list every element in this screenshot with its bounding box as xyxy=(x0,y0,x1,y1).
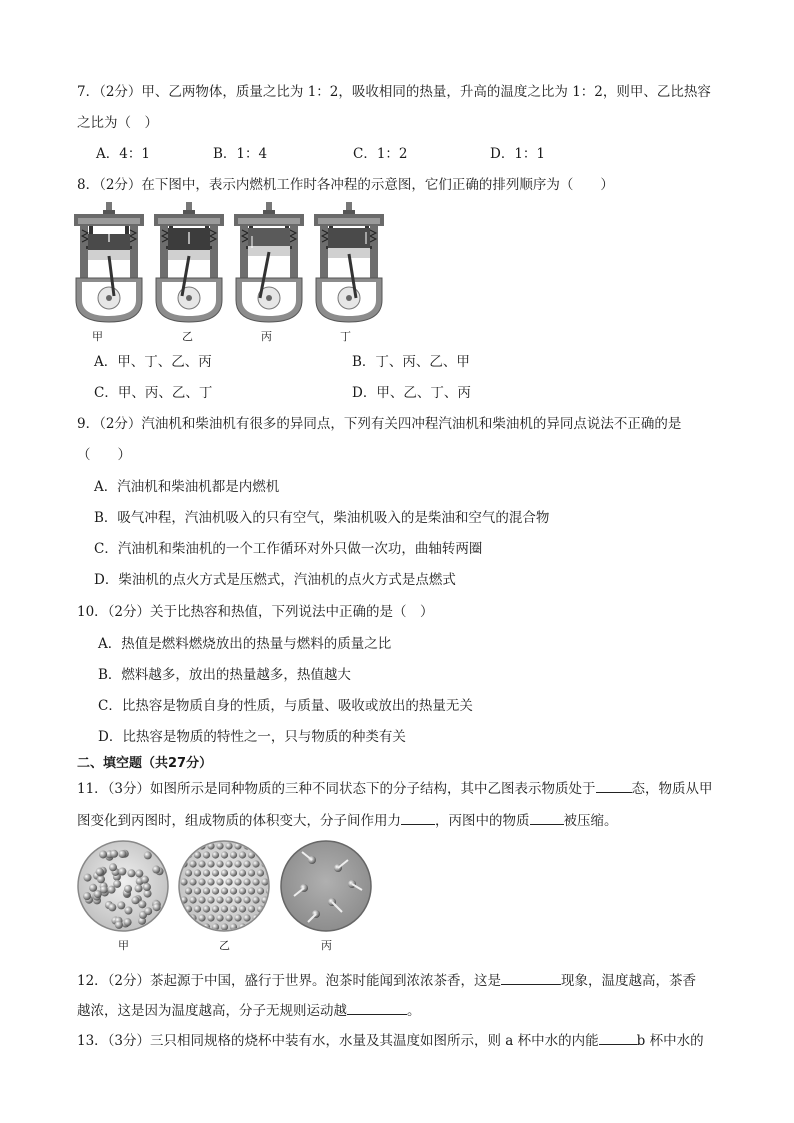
solid-molecule xyxy=(248,923,255,930)
solid-molecule xyxy=(225,860,232,867)
q12-line1-part-b: 现象，温度越高，茶香 xyxy=(561,973,697,989)
liquid-molecule xyxy=(83,892,91,900)
q9-option-a[interactable]: A．汽油机和柴油机都是内燃机 xyxy=(94,479,280,495)
solid-molecule xyxy=(212,869,219,876)
q10-option-a[interactable]: A．热值是燃料燃烧放出的热量与燃料的质量之比 xyxy=(98,636,392,652)
solid-molecule xyxy=(185,887,192,894)
q8-stem: 8．（2分）在下图中，表示内燃机工作时各冲程的示意图，它们正确的排列顺序为（ ） xyxy=(77,177,614,193)
q12-line2-part-b: 。 xyxy=(407,1003,421,1019)
solid-molecule xyxy=(207,878,214,885)
solid-molecule xyxy=(257,923,264,930)
liquid-molecule xyxy=(96,868,104,876)
q7-option-c[interactable]: C．1：2 xyxy=(353,146,408,162)
q8-option-a[interactable]: A．甲、丁、乙、丙 xyxy=(94,354,212,370)
solid-molecule xyxy=(185,923,192,930)
q8-option-b[interactable]: B．丁、丙、乙、甲 xyxy=(352,354,470,370)
solid-molecule xyxy=(180,914,187,921)
solid-molecule xyxy=(257,887,264,894)
solid-molecule xyxy=(225,842,232,849)
solid-molecule xyxy=(234,896,241,903)
solid-molecule xyxy=(189,842,196,849)
solid-molecule xyxy=(225,878,232,885)
solid-molecule xyxy=(266,923,273,930)
q13-line1-part-b: b 杯中水的 xyxy=(636,1033,704,1049)
q7-line2: 之比为（ ） xyxy=(77,115,158,131)
engine-label-bing: 丙 xyxy=(261,330,272,343)
solid-molecule xyxy=(239,851,246,858)
liquid-molecule xyxy=(143,883,151,891)
solid-molecule xyxy=(239,905,246,912)
solid-molecule xyxy=(266,905,273,912)
q7-option-a[interactable]: A．4：1 xyxy=(96,146,150,162)
q9-line2: （ ） xyxy=(77,447,131,463)
solid-molecule xyxy=(180,842,187,849)
q12-line1-part-a: 12．（2分）茶起源于中国，盛行于世界。泡茶时能闻到浓浓茶香，这是 xyxy=(77,973,502,989)
liquid-molecule xyxy=(141,876,149,884)
solid-molecule xyxy=(252,896,259,903)
q13-line1-part-a: 13．（3分）三只相同规格的烧杯中装有水，水量及其温度如图所示，则 a 杯中水的内能 xyxy=(77,1033,599,1049)
solid-molecule xyxy=(189,860,196,867)
engine-label-ding: 丁 xyxy=(340,330,351,343)
solid-molecule xyxy=(248,905,255,912)
q11-blank-2[interactable] xyxy=(401,810,435,825)
liquid-molecule xyxy=(99,850,107,858)
solid-molecule xyxy=(230,869,237,876)
state-label-yi: 乙 xyxy=(219,939,230,952)
solid-molecule xyxy=(212,887,219,894)
solid-molecule xyxy=(216,842,223,849)
solid-molecule xyxy=(225,914,232,921)
solid-molecule xyxy=(221,905,228,912)
engine-label-yi: 乙 xyxy=(182,330,193,343)
liquid-molecule xyxy=(108,886,116,894)
q13-line1 xyxy=(77,1030,704,1051)
solid-molecule xyxy=(248,887,255,894)
engine-label-jia: 甲 xyxy=(92,330,103,343)
q11-line1-part-a: 11．（3分）如图所示是同种物质的三种不同状态下的分子结构，其中乙图表示物质处于 xyxy=(77,781,596,797)
q11-line1-part-b: 态，物质从甲 xyxy=(631,781,713,797)
liquid-molecule xyxy=(135,884,143,892)
solid-molecule xyxy=(243,914,250,921)
solid-molecule xyxy=(225,896,232,903)
solid-molecule xyxy=(207,896,214,903)
q10-option-d[interactable]: D．比热容是物质的特性之一，只与物质的种类有关 xyxy=(98,729,406,745)
solid-molecule xyxy=(221,887,228,894)
solid-molecule xyxy=(189,896,196,903)
liquid-molecule xyxy=(135,870,143,878)
solid-molecule xyxy=(216,896,223,903)
q10-option-b[interactable]: B．燃料越多，放出的热量越多，热值越大 xyxy=(98,667,351,683)
solid-molecule xyxy=(216,860,223,867)
q9-option-b[interactable]: B．吸气冲程，汽油机吸入的只有空气，柴油机吸入的是柴油和空气的混合物 xyxy=(94,510,550,526)
q13-blank-1[interactable] xyxy=(599,1030,637,1045)
solid-molecule xyxy=(221,869,228,876)
q10-option-c[interactable]: C．比热容是物质自身的性质，与质量、吸收或放出的热量无关 xyxy=(98,698,473,714)
q9-line1: 9．（2分）汽油机和柴油机有很多的异同点，下列有关四冲程汽油机和柴油机的异同点说法不正确的是 xyxy=(77,416,682,432)
liquid-molecule xyxy=(131,896,139,904)
q11-line2-part-c: 被压缩。 xyxy=(563,813,618,829)
solid-molecule xyxy=(198,896,205,903)
solid-molecule xyxy=(243,896,250,903)
liquid-molecule xyxy=(124,885,132,893)
solid-molecule xyxy=(252,878,259,885)
liquid-molecule xyxy=(110,850,118,858)
solid-molecule xyxy=(198,878,205,885)
q11-line1 xyxy=(77,778,713,799)
liquid-molecule xyxy=(118,850,126,858)
q11-line2 xyxy=(77,810,618,831)
liquid-molecule xyxy=(115,921,123,929)
q9-option-d[interactable]: D．柴油机的点火方式是压燃式，汽油机的点火方式是点燃式 xyxy=(94,572,456,588)
q11-line2-part-b: ，丙图中的物质 xyxy=(435,813,530,829)
solid-molecule xyxy=(194,887,201,894)
liquid-molecule xyxy=(113,880,121,888)
solid-molecule xyxy=(207,914,214,921)
solid-molecule xyxy=(203,887,210,894)
q12-line2 xyxy=(77,1000,421,1021)
liquid-molecule xyxy=(152,866,160,874)
solid-molecule xyxy=(243,878,250,885)
solid-molecule xyxy=(203,851,210,858)
solid-molecule xyxy=(216,878,223,885)
q11-blank-1[interactable] xyxy=(596,778,632,793)
liquid-molecule xyxy=(127,869,135,877)
solid-molecule xyxy=(234,878,241,885)
q12-line2-part-a: 越浓，这是因为温度越高，分子无规则运动越 xyxy=(77,1003,347,1019)
liquid-molecule xyxy=(124,906,132,914)
solid-molecule xyxy=(194,869,201,876)
solid-molecule xyxy=(257,869,264,876)
solid-molecule xyxy=(207,860,214,867)
solid-molecule xyxy=(230,851,237,858)
q11-line2-part-a: 图变化到丙图时，组成物质的体积变大，分子间作用力 xyxy=(77,813,401,829)
liquid-molecule xyxy=(97,875,105,883)
solid-molecule xyxy=(221,923,228,930)
q10-stem: 10．（2分）关于比热容和热值，下列说法中正确的是（ ） xyxy=(77,604,434,620)
engine-stroke-figure xyxy=(72,200,392,326)
solid-molecule xyxy=(243,860,250,867)
solid-molecule xyxy=(212,905,219,912)
solid-molecule xyxy=(252,860,259,867)
q8-option-c[interactable]: C．甲、丙、乙、丁 xyxy=(94,385,213,401)
solid-molecule xyxy=(216,914,223,921)
q8-option-d[interactable]: D．甲、乙、丁、丙 xyxy=(352,385,471,401)
solid-molecule xyxy=(189,878,196,885)
solid-molecule xyxy=(230,905,237,912)
solid-molecule xyxy=(180,878,187,885)
solid-molecule xyxy=(261,842,268,849)
liquid-molecule xyxy=(109,863,117,871)
solid-molecule xyxy=(203,869,210,876)
q11-blank-3[interactable] xyxy=(530,810,564,825)
solid-molecule xyxy=(198,860,205,867)
solid-molecule xyxy=(234,914,241,921)
liquid-molecule xyxy=(117,901,125,909)
liquid-molecule xyxy=(84,874,92,882)
liquid-molecule xyxy=(124,918,132,926)
state-label-bing: 丙 xyxy=(321,939,332,952)
liquid-molecule xyxy=(138,900,146,908)
solid-molecule xyxy=(221,851,228,858)
solid-molecule xyxy=(234,860,241,867)
solid-molecule xyxy=(212,851,219,858)
liquid-molecule xyxy=(153,903,161,911)
q7-option-b[interactable]: B．1：4 xyxy=(213,146,268,162)
solid-molecule xyxy=(239,869,246,876)
solid-molecule xyxy=(266,851,273,858)
q7-line1: 7．（2分）甲、乙两物体，质量之比为 1：2，吸收相同的热量，升高的温度之比为 1：2，则甲、乙比热容 xyxy=(77,84,711,100)
q7-option-d[interactable]: D．1：1 xyxy=(490,146,546,162)
liquid-molecule xyxy=(108,903,116,911)
solid-molecule xyxy=(239,887,246,894)
solid-molecule xyxy=(198,914,205,921)
molecule-state-figure xyxy=(76,838,382,936)
liquid-molecule xyxy=(144,907,152,915)
solid-molecule xyxy=(248,869,255,876)
liquid-molecule xyxy=(118,867,126,875)
q12-blank-2[interactable] xyxy=(347,1000,407,1015)
solid-molecule xyxy=(194,905,201,912)
solid-molecule xyxy=(203,905,210,912)
section-title-fill-in: 二、填空题（共27分） xyxy=(77,756,213,771)
q9-option-c[interactable]: C．汽油机和柴油机的一个工作循环对外只做一次功，曲轴转两圈 xyxy=(94,541,483,557)
solid-molecule xyxy=(261,914,268,921)
solid-molecule xyxy=(185,869,192,876)
solid-molecule xyxy=(230,887,237,894)
q12-line1 xyxy=(77,970,696,991)
liquid-molecule xyxy=(94,890,102,898)
q12-blank-1[interactable] xyxy=(501,970,561,985)
liquid-molecule xyxy=(144,851,152,859)
solid-molecule xyxy=(252,842,259,849)
state-label-jia: 甲 xyxy=(118,939,129,952)
